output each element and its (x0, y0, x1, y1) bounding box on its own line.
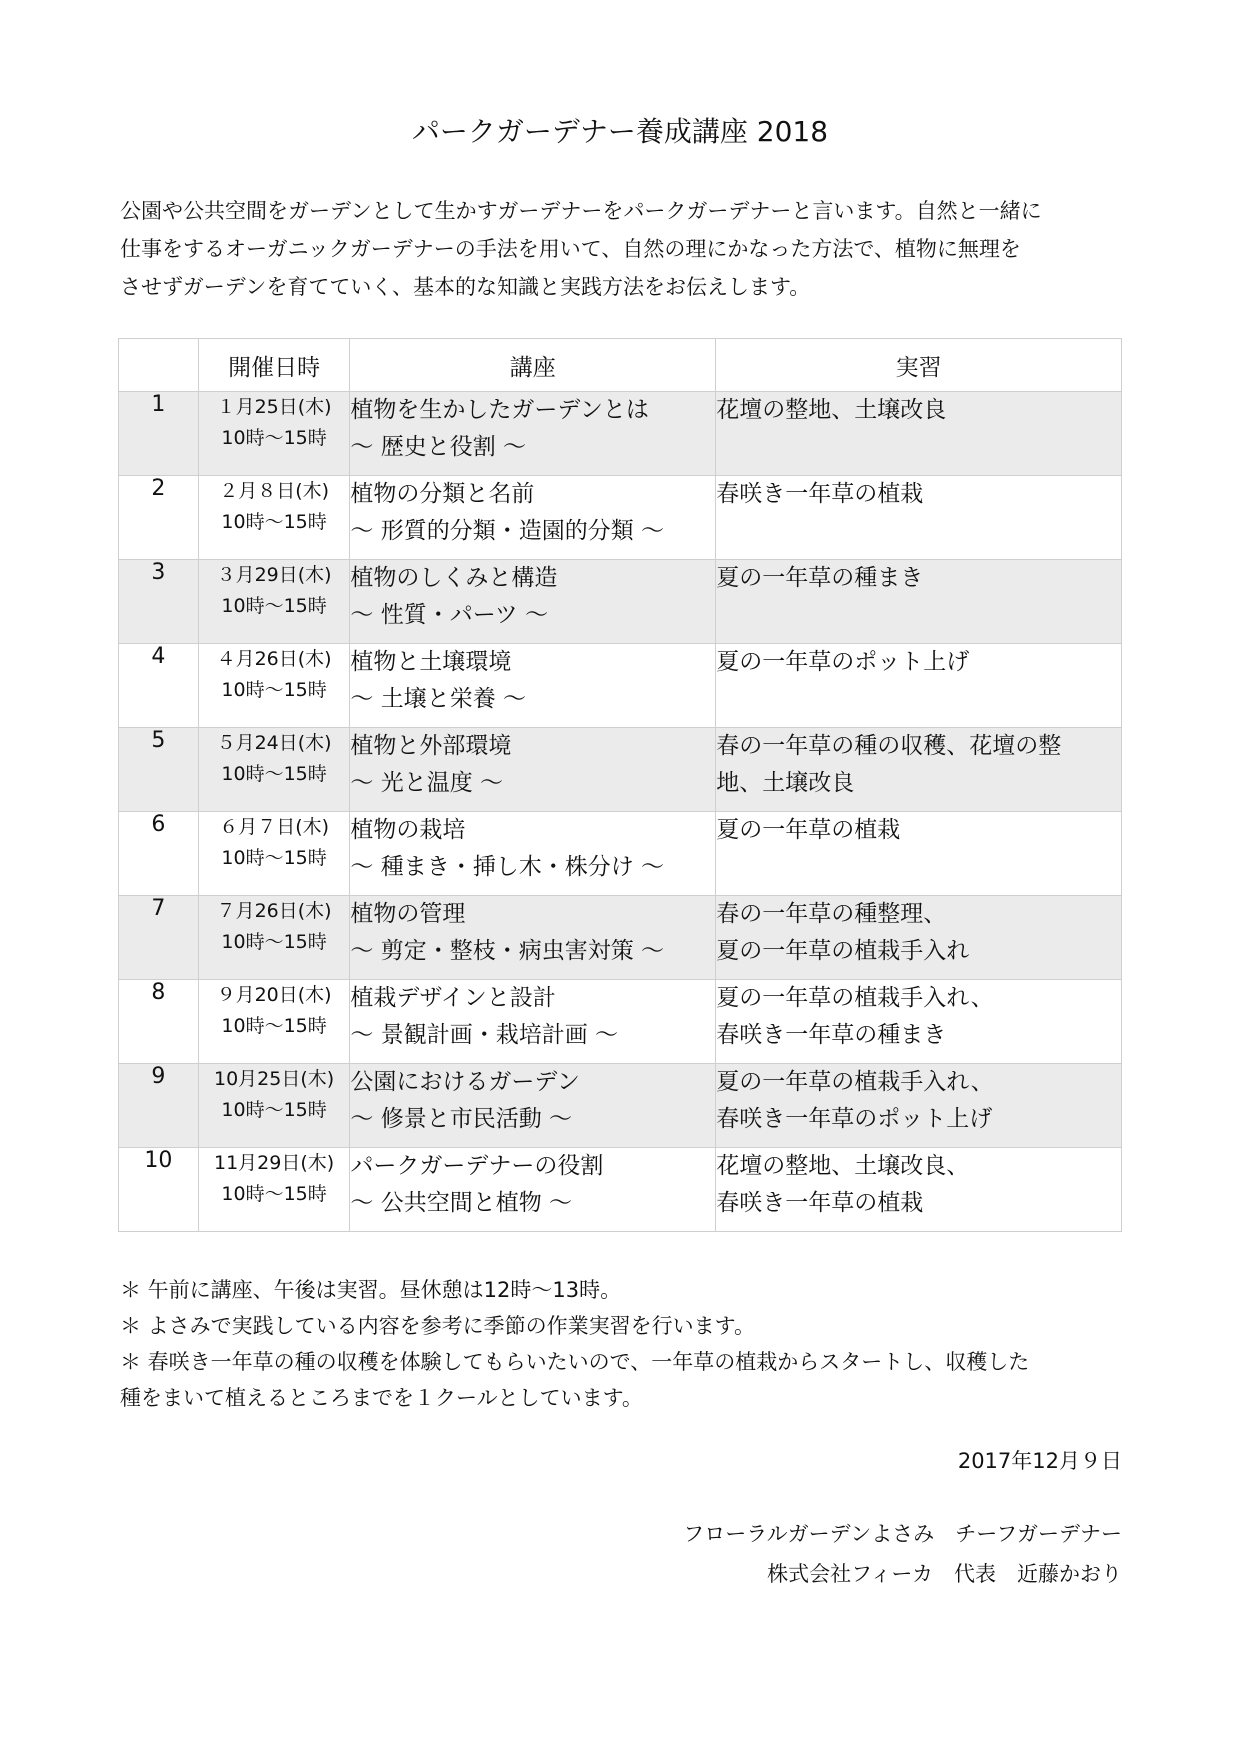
session-time: 10時〜15時 (221, 595, 327, 617)
lecture-cell (350, 392, 716, 476)
session-datetime (198, 728, 350, 812)
session-number: 9 (119, 1064, 199, 1148)
lecture-cell (350, 1148, 716, 1232)
session-number: 7 (119, 896, 199, 980)
practice-line-1: 春の一年草の種整理、 (716, 901, 947, 927)
session-number: 3 (119, 560, 199, 644)
lecture-title: 公園におけるガーデン (350, 1069, 580, 1095)
practice-cell (716, 812, 1122, 896)
practice-cell (716, 1064, 1122, 1148)
intro-line: 公園や公共空間をガーデンとして生かすガーデナーをパークガーデナーと言います。自然と一緒に (120, 199, 1042, 223)
note-line: ＊ よさみで実践している内容を参考に季節の作業実習を行います。 (120, 1314, 755, 1338)
lecture-cell (350, 560, 716, 644)
schedule-body (119, 392, 1122, 1232)
schedule-table (118, 338, 1122, 1232)
lecture-subtitle: 〜 種まき・挿し木・株分け 〜 (350, 854, 665, 880)
session-number: 2 (119, 476, 199, 560)
signature-author: 株式会社フィーカ 代表 近藤かおり (767, 1562, 1122, 1586)
table-row (119, 728, 1122, 812)
table-row (119, 392, 1122, 476)
header-date: 開催日時 (198, 339, 350, 392)
table-header-row (119, 339, 1122, 392)
practice-cell (716, 896, 1122, 980)
lecture-title: 植物のしくみと構造 (350, 565, 558, 591)
lecture-subtitle: 〜 修景と市民活動 〜 (350, 1106, 573, 1132)
lecture-title: 植物の管理 (350, 901, 466, 927)
session-date: 11月29日(木) (214, 1152, 335, 1174)
session-datetime (198, 1148, 350, 1232)
lecture-subtitle: 〜 形質的分類・造園的分類 〜 (350, 518, 665, 544)
note-line: ＊ 午前に講座、午後は実習。昼休憩は12時〜13時。 (120, 1278, 622, 1302)
practice-cell (716, 476, 1122, 560)
table-row (119, 812, 1122, 896)
practice-cell (716, 392, 1122, 476)
note-line: 種をまいて植えるところまでを１クールとしています。 (120, 1386, 643, 1410)
lecture-cell (350, 728, 716, 812)
table-row (119, 980, 1122, 1064)
practice-cell (716, 644, 1122, 728)
practice-line-1: 花壇の整地、土壌改良 (716, 397, 947, 423)
table-row (119, 476, 1122, 560)
lecture-title: 植物の分類と名前 (350, 481, 535, 507)
session-datetime (198, 980, 350, 1064)
lecture-title: 植物を生かしたガーデンとは (350, 397, 649, 423)
practice-line-1: 春咲き一年草の植栽 (716, 481, 924, 507)
session-datetime (198, 812, 350, 896)
session-time: 10時〜15時 (221, 931, 327, 953)
session-datetime (198, 560, 350, 644)
header-lecture: 講座 (350, 339, 716, 392)
intro-paragraph (120, 192, 1130, 306)
table-row (119, 644, 1122, 728)
signature (683, 1514, 1122, 1594)
signature-organization: フローラルガーデンよさみ チーフガーデナー (683, 1522, 1122, 1546)
session-number: 6 (119, 812, 199, 896)
session-time: 10時〜15時 (221, 763, 327, 785)
practice-line-1: 夏の一年草の植栽 (716, 817, 901, 843)
table-row (119, 1148, 1122, 1232)
issue-date: 2017年12月９日 (957, 1449, 1122, 1473)
lecture-cell (350, 1064, 716, 1148)
practice-cell (716, 728, 1122, 812)
lecture-subtitle: 〜 性質・パーツ 〜 (350, 602, 549, 628)
session-number: 5 (119, 728, 199, 812)
session-time: 10時〜15時 (221, 1183, 327, 1205)
session-time: 10時〜15時 (221, 1099, 327, 1121)
session-datetime (198, 1064, 350, 1148)
practice-line-1: 花壇の整地、土壌改良、 (716, 1153, 970, 1179)
lecture-title: 植物の栽培 (350, 817, 466, 843)
session-datetime (198, 644, 350, 728)
practice-cell (716, 560, 1122, 644)
lecture-title: 植栽デザインと設計 (350, 985, 556, 1011)
lecture-subtitle: 〜 光と温度 〜 (350, 770, 504, 796)
lecture-cell (350, 980, 716, 1064)
practice-line-2: 春咲き一年草の種まき (716, 1022, 947, 1048)
session-date: ９月20日(木) (216, 984, 332, 1006)
lecture-title: 植物と土壌環境 (350, 649, 512, 675)
lecture-subtitle: 〜 歴史と役割 〜 (350, 434, 527, 460)
lecture-subtitle: 〜 剪定・整枝・病虫害対策 〜 (350, 938, 665, 964)
session-datetime (198, 896, 350, 980)
session-time: 10時〜15時 (221, 847, 327, 869)
practice-line-1: 春の一年草の種の収穫、花壇の整 (716, 733, 1062, 759)
lecture-cell (350, 896, 716, 980)
intro-line: させずガーデンを育てていく、基本的な知識と実践方法をお伝えします。 (120, 275, 811, 299)
session-number: 10 (119, 1148, 199, 1232)
session-datetime (198, 392, 350, 476)
session-time: 10時〜15時 (221, 1015, 327, 1037)
lecture-subtitle: 〜 公共空間と植物 〜 (350, 1190, 573, 1216)
practice-cell (716, 1148, 1122, 1232)
lecture-cell (350, 644, 716, 728)
lecture-subtitle: 〜 土壌と栄養 〜 (350, 686, 527, 712)
session-number: 8 (119, 980, 199, 1064)
table-row (119, 1064, 1122, 1148)
practice-line-2: 地、土壌改良 (716, 770, 855, 796)
session-date: １月25日(木) (216, 396, 332, 418)
practice-cell (716, 980, 1122, 1064)
session-date: ５月24日(木) (216, 732, 332, 754)
session-date: ３月29日(木) (216, 564, 332, 586)
lecture-cell (350, 812, 716, 896)
practice-line-2: 春咲き一年草のポット上げ (716, 1106, 993, 1132)
session-number: 4 (119, 644, 199, 728)
session-date: ６月７日(木) (219, 816, 330, 838)
practice-line-1: 夏の一年草の植栽手入れ、 (716, 985, 994, 1011)
practice-line-2: 春咲き一年草の植栽 (716, 1190, 924, 1216)
session-date: ４月26日(木) (216, 648, 332, 670)
session-date: ７月26日(木) (216, 900, 332, 922)
lecture-subtitle: 〜 景観計画・栽培計画 〜 (350, 1022, 619, 1048)
table-row (119, 560, 1122, 644)
notes (120, 1272, 1130, 1416)
note-line: ＊ 春咲き一年草の種の収穫を体験してもらいたいので、一年草の植栽からスタートし、収穫した (120, 1350, 1030, 1374)
session-time: 10時〜15時 (221, 679, 327, 701)
lecture-title: 植物と外部環境 (350, 733, 512, 759)
session-datetime (198, 476, 350, 560)
table-row (119, 896, 1122, 980)
header-number (119, 339, 199, 392)
lecture-cell (350, 476, 716, 560)
practice-line-1: 夏の一年草のポット上げ (716, 649, 970, 675)
practice-line-1: 夏の一年草の植栽手入れ、 (716, 1069, 994, 1095)
session-date: ２月８日(木) (219, 480, 330, 502)
session-time: 10時〜15時 (221, 511, 327, 533)
intro-line: 仕事をするオーガニックガーデナーの手法を用いて、自然の理にかなった方法で、植物に無理を (120, 237, 1021, 261)
session-date: 10月25日(木) (214, 1068, 335, 1090)
practice-line-2: 夏の一年草の植栽手入れ (716, 938, 970, 964)
session-number: 1 (119, 392, 199, 476)
document-title: パークガーデナー養成講座 2018 (411, 115, 829, 148)
lecture-title: パークガーデナーの役割 (350, 1153, 604, 1179)
practice-line-1: 夏の一年草の種まき (716, 565, 924, 591)
session-time: 10時〜15時 (221, 427, 327, 449)
header-practice: 実習 (716, 339, 1122, 392)
